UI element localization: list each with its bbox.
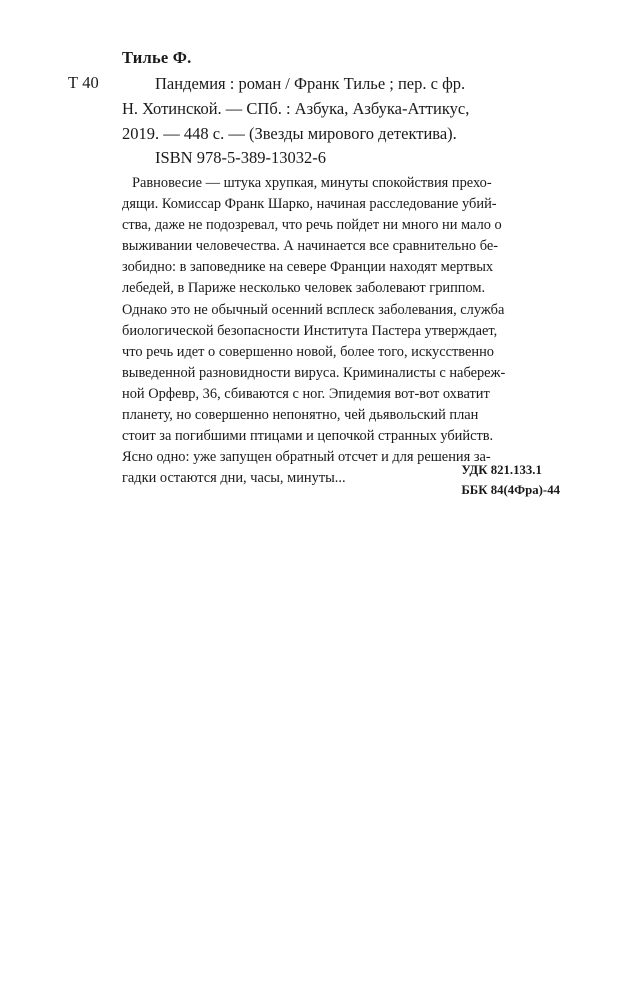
udk-code: УДК 821.133.1 (461, 463, 542, 477)
annotation-line: Однако это не обычный осенний всплеск заболевания, служба (122, 301, 505, 318)
annotation-line: биологической безопасности Института Пастера утверждает, (122, 322, 498, 339)
annotation-line: зобидно: в заповеднике на севере Франции находят мертвых (122, 259, 494, 276)
author-code: Т 40 (68, 73, 99, 92)
annotation (122, 173, 522, 489)
isbn: ISBN 978-5-389-13032-6 (155, 148, 326, 167)
annotation-line: гадки остаются дни, часы, минуты... (122, 470, 346, 487)
annotation-line: стоит за погибшими птицами и цепочкой странных убийств. (122, 428, 494, 445)
bibliographic-description (122, 71, 522, 146)
bbk-code: ББК 84(4Фра)-44 (461, 483, 560, 497)
annotation-line: планету, но совершенно непонятно, чей дьявольский план (122, 407, 479, 424)
annotation-line: что речь идет о совершенно новой, более того, искусственно (122, 343, 495, 360)
author-heading: Тилье Ф. (122, 48, 192, 67)
annotation-line: ной Орфевр, 36, сбиваются с ног. Эпидемия вот-вот охватит (122, 385, 490, 402)
annotation-line: дящи. Комиссар Франк Шарко, начиная расследование убий- (122, 196, 497, 213)
annotation-line: лебедей, в Париже несколько человек заболевают гриппом. (122, 280, 486, 297)
annotation-line: Равновесие — штука хрупкая, минуты спокойствия прехо- (132, 175, 492, 191)
annotation-line: выведенной разновидности вируса. Криминалисты с набереж- (122, 364, 506, 381)
biblio-line: Н. Хотинской. — СПб. : Азбука, Азбука-Аттикус, (122, 99, 470, 118)
biblio-line: 2019. — 448 с. — (Звезды мирового детектива). (122, 124, 457, 143)
classification-codes (461, 460, 560, 500)
biblio-line: Пандемия : роман / Франк Тилье ; пер. с фр. (155, 74, 466, 93)
annotation-line: выживании человечества. А начинается все сравнительно бе- (122, 238, 499, 255)
annotation-line: ства, даже не подозревал, что речь пойдет ни много ни мало о (122, 217, 502, 234)
annotation-line: Ясно одно: уже запущен обратный отсчет и для решения за- (122, 449, 491, 466)
